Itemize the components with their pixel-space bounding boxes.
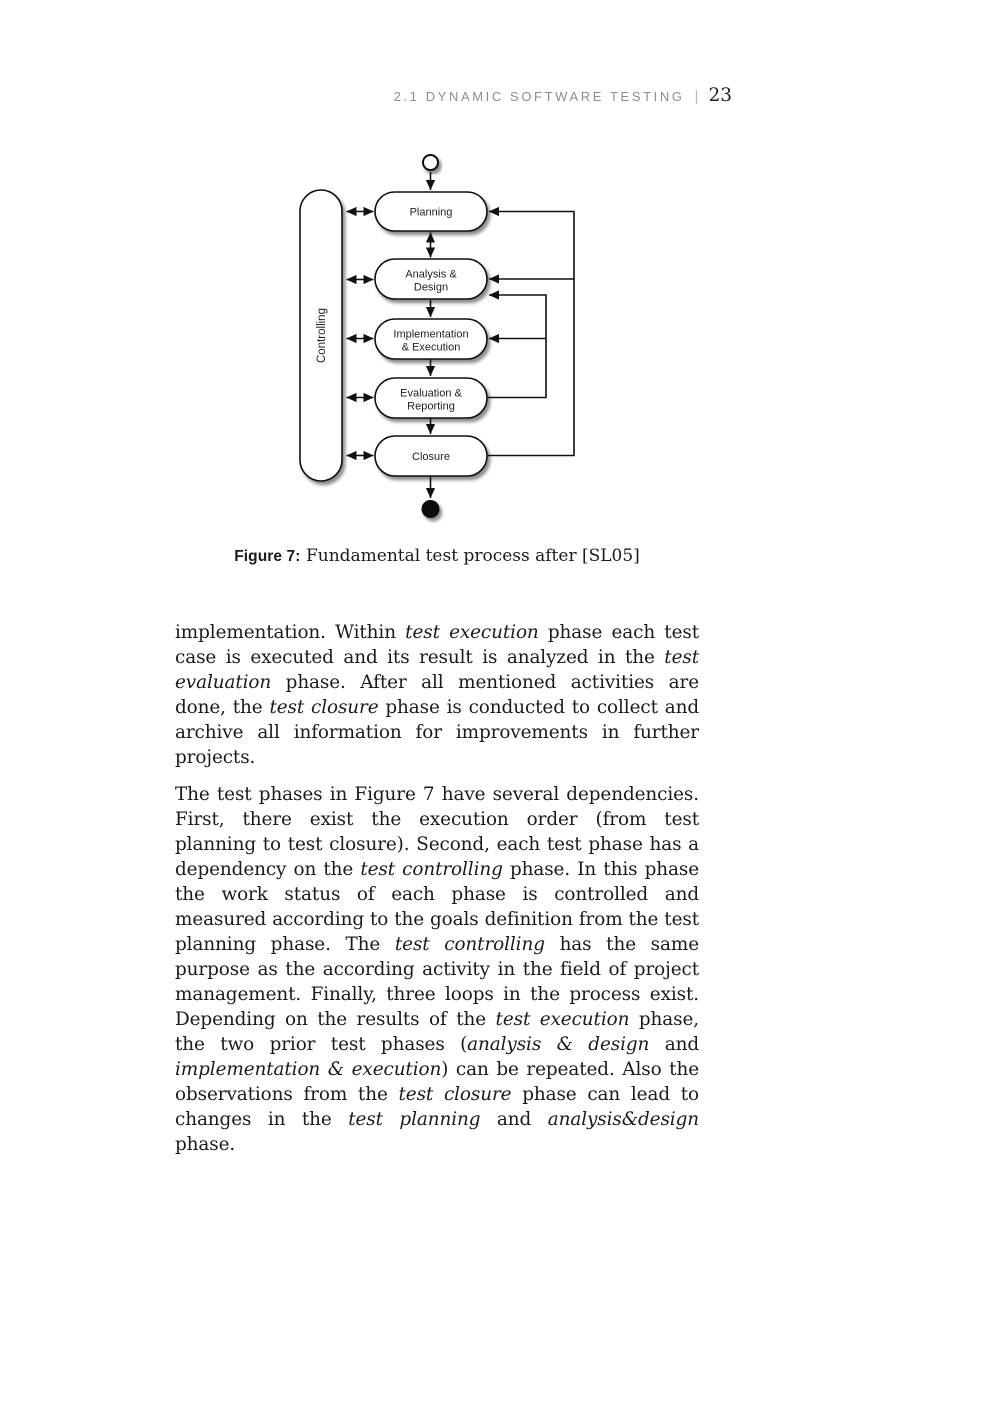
test-process-diagram xyxy=(280,140,620,540)
running-header xyxy=(175,85,732,106)
controlling-arrows xyxy=(347,212,374,456)
header-separator: | xyxy=(694,88,699,105)
figure-caption xyxy=(175,546,699,566)
end-node xyxy=(422,500,440,518)
page-number: 23 xyxy=(708,85,732,106)
section-heading: 2.1 DYNAMIC SOFTWARE TESTING xyxy=(393,89,685,104)
planning-label: Planning xyxy=(409,206,453,219)
paragraph-2: The test phases in Figure 7 have several dependencies. First, there exist the execution order (from test planning to test closure). Second, each test phase has a dependency on the test controlling phase. In this phase the work status of each phase is controlled and measured according to the goals definition from the test planning phase. The test controlling has the same purpose as the according activity in the field of project management. Finally, three loops in the process exist. Depending on the results of the test execution phase, the two prior test phases (analysis & design and implementation & execution) can be repeated. Also the observations from the test closure phase can lead to changes in the test planning and analysis&design phase. xyxy=(175,784,700,1155)
evaluation-reporting-label-line1: Evaluation & xyxy=(400,387,462,400)
loop-closure-to-planning xyxy=(488,212,574,456)
implementation-execution-label-line1: Implementation xyxy=(393,328,469,341)
closure-label: Closure xyxy=(412,451,450,463)
feedback-loops xyxy=(488,212,574,456)
controlling-label: Controlling xyxy=(316,308,328,363)
start-node xyxy=(423,155,438,170)
loop-evaluation-to-analysis xyxy=(488,295,546,398)
figure-caption-label: Figure 7: xyxy=(234,548,301,565)
analysis-design-label-line1: Analysis & xyxy=(405,268,457,281)
implementation-execution-label-line2: & Execution xyxy=(401,341,461,354)
paragraph-1: implementation. Within test execution phase each test case is executed and its result is analyzed in the test evaluation phase. After all mentioned activities are done, the test closure phase is conducted to collect and archive all information for improvements in further projects. xyxy=(175,622,700,768)
evaluation-reporting-label-line2: Reporting xyxy=(407,400,455,413)
analysis-design-label-line2: Design xyxy=(413,281,449,294)
body-text xyxy=(175,620,699,1169)
figure-caption-text: Fundamental test process after [SL05] xyxy=(305,546,640,566)
